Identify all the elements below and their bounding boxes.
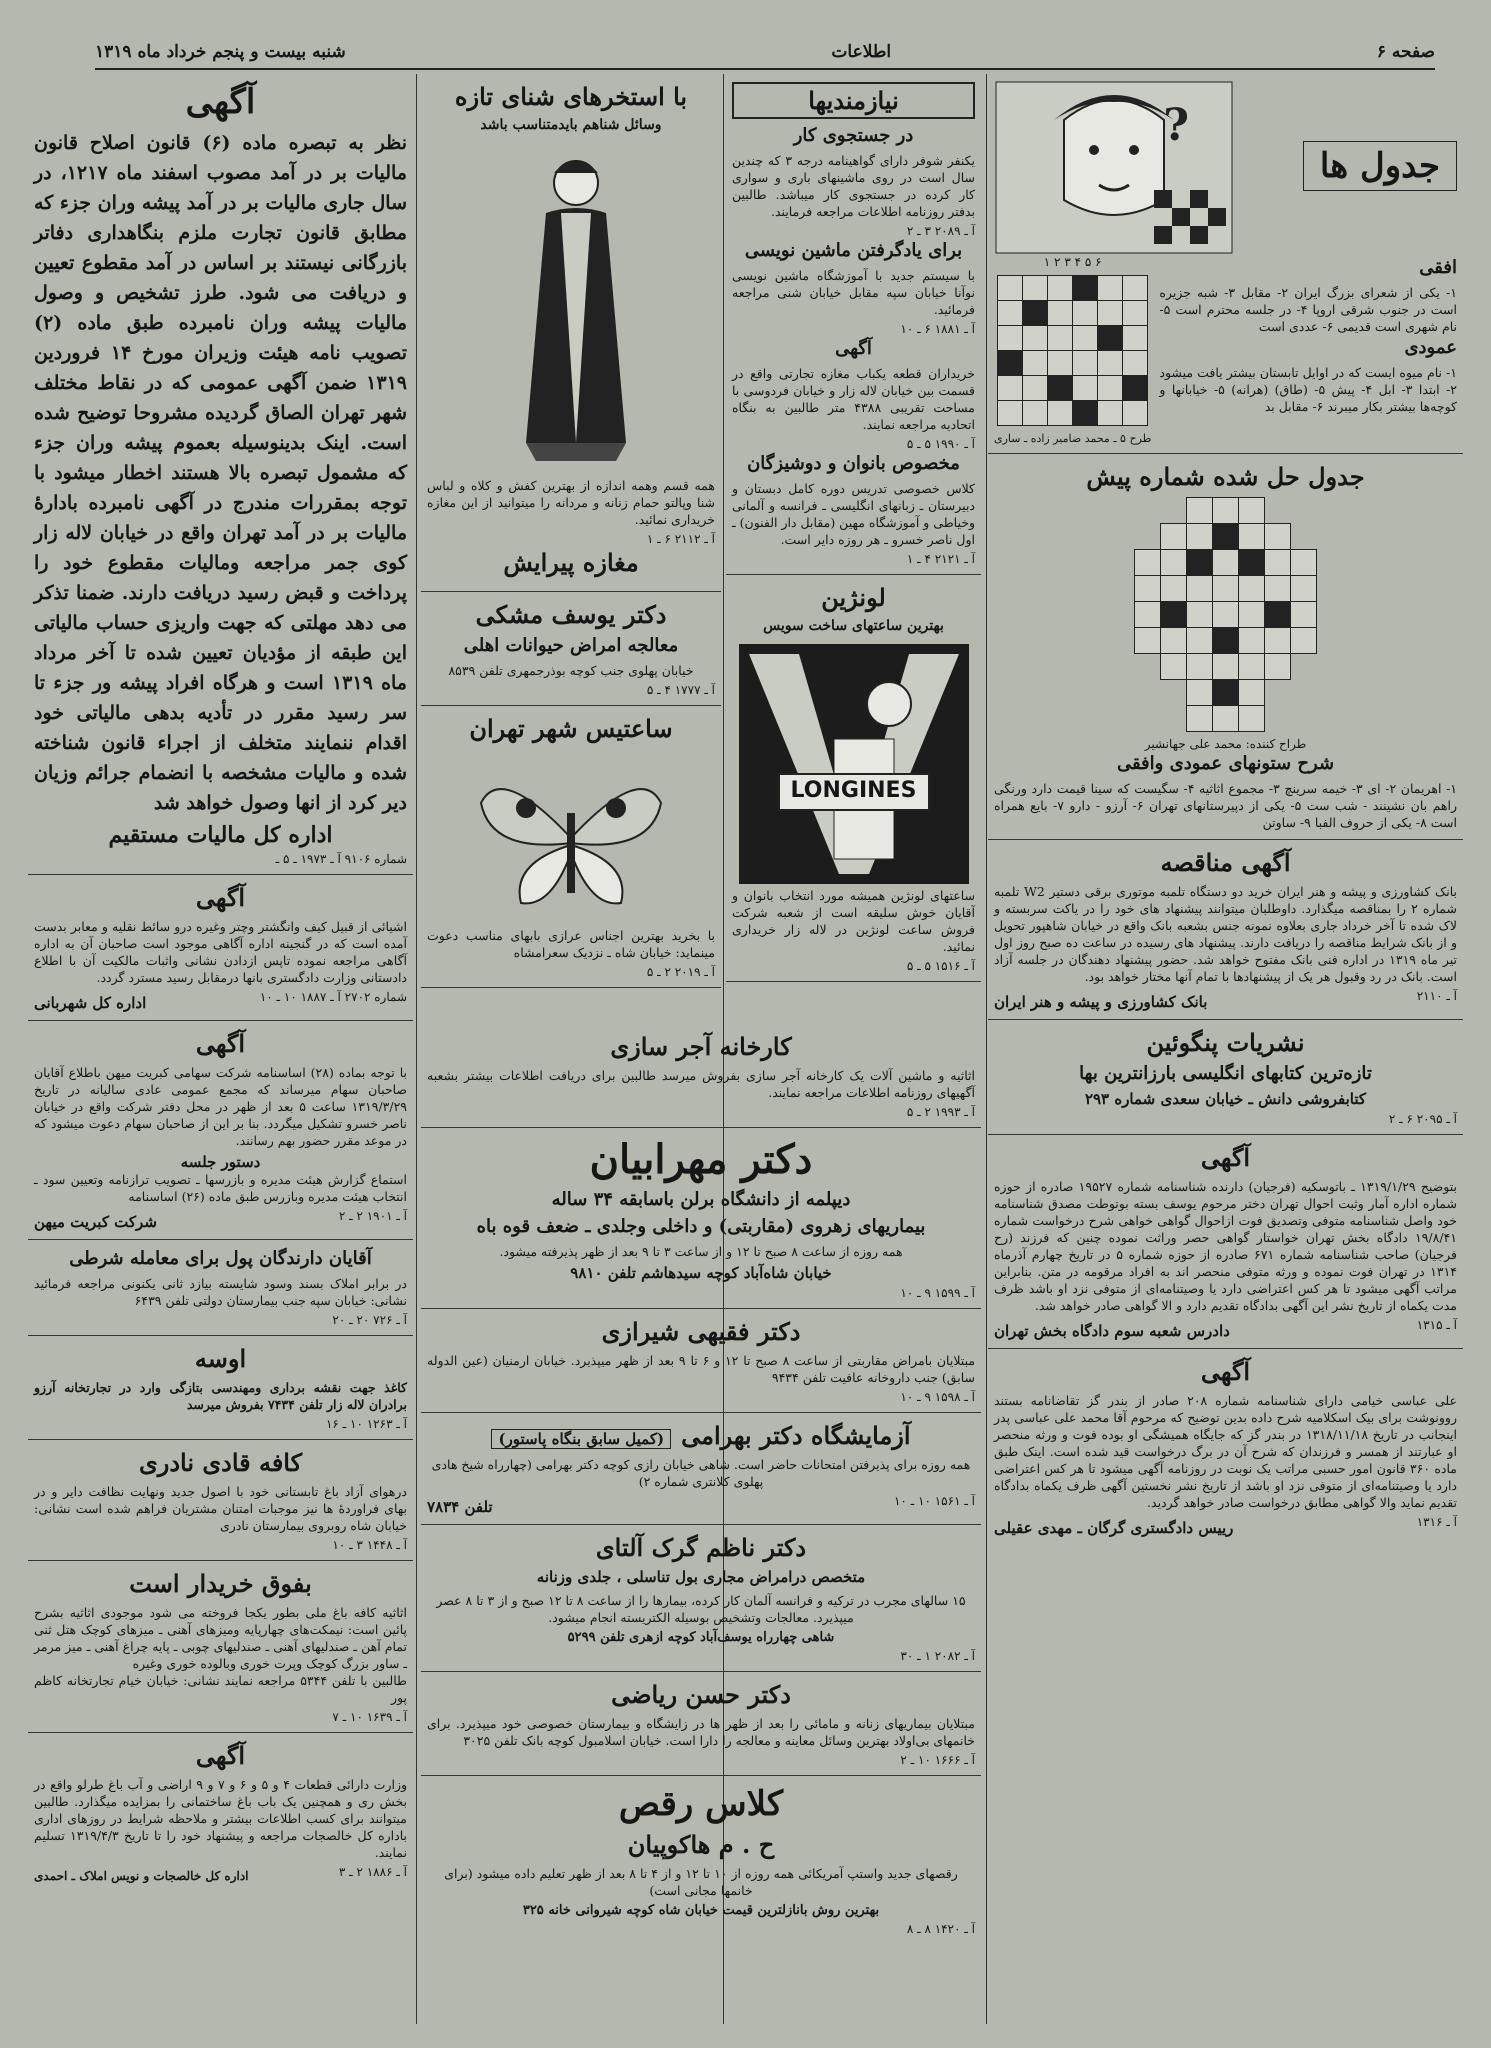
notice1-text: بتوضیح ۱۳۱۹/۱/۲۹ ـ باتوسکیه (فرجیان) دارنده شناسنامه شماره ۱۹۵۲۷ صادره از حوزه شماره اداره آمار وثبت احوال تهران دختر مرحوم یوسف بسته بوتوطت مصدق شناسنامه خود واصل شناسنامه متوفی وتصدیق فوت ازاحوال گواهی خواهی شرح درخواست شماره ۱۹/۸/۴۱ دادگاه بخش تهران خواستار گواهی حصر وراثت نموده چنین که فرزند (رح فرجیان) صاحب شناسنامه شماره ۶۷۱ صادره از حوزه شماره ۵ در تاریخ چهارم آذرماه ۱۳۱۴ در تهران فوت نموده و ورثه متوفی منحصر اند به افراد مرقومه در متن. بنابراین مراتب آگهی میشود تا هر کس اعتراضی دارد یا وصیتنامه‌ای از متوفی نزد او باشد ظرف مدت یکماه از تاریخ نشر این آگهی بدادگاه تقدیم دارد و الا گواهی صادر خواهد شد. [994,1179,1458,1313]
fashion-title: با استخرهای شنای تازه [454,82,688,111]
tender-meta: آ ـ ۲۱۱۰ [1416,989,1457,1003]
watchmaker-meta: آ ـ ۲۰۱۹ ۲ ـ ۵ [646,965,715,979]
match-sign: شرکت کبریت میهن [34,1213,157,1231]
tender-text: بانک کشاورزی و پیشه و هنر ایران خرید دو دستگاه تلمبه موتوری برقی دستیر W2 تلمبه شماره ۲ را بمناقصه میگذارد. داوطلبان میتوانند پیشنهاد های خود را در یاکت سربسته و لاک شده تا آخر خرداد جاری بعلاوه نمونه جنس بشعبه بانک واقع در خیابان شاهپور تحویل و از بانک شرایط مناقصه را دریافت دارند. پیشنهاد های رسیده در ساعت ده صبح روز اول تیر ماه ۱۳۱۹ در اداره فنی بانک مفتوح خواهد شد. حضور پیشنهاد دهندگان در جلسه آزاد است. بانک در رد وقبول هر یک از پیشنهادها با تمام آنها مختار خواهد بود. [994,884,1457,984]
books-subtitle: تازه‌ترین کتابهای انگلیسی بارزانترین بها [1079,1063,1372,1084]
crossword-grid [994,275,1151,426]
paper-name: اطلاعات [831,42,892,62]
column-middle-left [421,74,721,988]
tender-title: آگهی مناقصه [1160,848,1291,877]
riyazi-title: دکتر حسن ریاضی [611,1680,791,1709]
match-agenda-title: دستور جلسه [180,1153,261,1171]
fashion-meta: آ ـ ۲۱۱۲ ۶ ـ ۱ [646,532,715,546]
svg-text:?: ? [1163,100,1189,151]
paper-text: کاغذ جهت نقشه برداری ومهندسی بتازگی وارد در تجارتخانه آرزو برادران لاله زار تلفن ۷۴۳۴ بفروش میرسد [34,1380,407,1412]
match-meta: آ ـ ۱۹۰۱ ۲ ـ ۲ [338,1209,407,1223]
vet-ad [421,592,721,706]
column-divider [986,74,987,2024]
loan-title: آقایان دارندگان پول برای معامله شرطی [69,1248,372,1269]
crossword-section [988,74,1463,454]
furniture-sale-ad [28,1561,413,1733]
books-ad [988,1020,1463,1135]
lost-title: آگهی [195,883,246,912]
dr-riyazi-ad [421,1672,981,1776]
furniture-address: طالبین با تلفن ۵۳۴۴ مراجعه نمایند نشانی: خیابان خیام تجارتخانه کاظم پور [34,1673,407,1705]
column-right [988,74,1463,1545]
loan-meta: آ ـ ۷۲۶ ۲۰ ـ ۲۰ [332,1313,407,1327]
land-sign: اداره کل خالصجات و نویس املاک ـ احمدی [34,1869,249,1883]
loan-ad [28,1240,413,1336]
dr-ghork-ad [421,1525,981,1672]
land-text: وزارت دارائی قطعات ۴ و ۵ و ۶ و ۷ و ۹ اراضی و آب باغ طرلو واقع در بخش ری و همچنین یک باب باغ ساختمانی را بمزایده میگذارد. طالبین میتوانند برای کسب اطلاعات بیشتر و ملاحظه شرایط در روزهای اداری باداره کل خالصجات مراجعه و پیشنهاد خود را تا تاریخ ۱۳۱۹/۴/۳ تسلیم نمایند. [34,1777,408,1860]
issue-date: شنبه بیست و پنجم خرداد ماه ۱۳۱۹ [95,42,346,62]
furniture-meta: آ ـ ۱۶۳۹ ۱۰ ـ ۷ [332,1710,407,1724]
lost-items-ad [28,875,413,1021]
down-label: عمودی [1404,337,1457,358]
tax-sign: اداره کل مالیات مستقیم [108,822,333,848]
riyazi-meta: آ ـ ۱۶۶۶ ۱۰ ـ ۲ [900,1753,975,1767]
longines-watch-illustration-icon [739,644,969,884]
lab-title: آزمایشگاه دکتر بهرامی [681,1421,911,1450]
notice2-text: علی عباسی خیامی دارای شناسنامه شماره ۲۰۸ صادر از بندر گز تقاضانامه بستند روونوشت برای بیک اسکلامیه شرح داده بدین توضیح که مرحوم آقا محمد علی عباسی پدر اینجانب در تاریخ ۱۳۱۸/۱۱/۱۸ در بندر گز که جایگاه همیشگی او بوده فوت و ورثه منحصر او عبارتند از همسر و فرزندان که شرح آن در برگ درخواست قید شده است. اینک طبق ماده ۳۶۰ قانون امور حسبی مراتب یک نوبت در روزنامه آگهی میشود تا هر کس اعتراضی دارد یا وصیتنامه‌ای از متوفی نزد او باشد از تاریخ نشر نخستین آگهی ظرف یکماه بدادگاه تقدیم نماید والا گواهی مطابق درخواست صادر خواهد گردید. [994,1393,1458,1510]
needs-title: نیازمندیها [732,82,975,119]
notice1-meta: آ ـ ۱۳۱۵ [1416,1318,1457,1332]
cafe-title: کافه قادی نادری [138,1448,303,1477]
shirazi-title: دکتر فقیهی شیرازی [601,1317,801,1346]
furniture-text: اثاثیه کافه باغ ملی‌ بطور یکجا فروخته می شود موجودی اثاثیه بشرح پائین است: نیمکت‌های چهارپایه ومیزهای آهنی ـ میزهای کوچک هتل ثنی تمام آهن ـ صندلیهای آهنی ـ صندلیهای چوبی ـ پایه چراغ آهنی ـ میز مرمر ـ ساور بزرگ کوچک وپرت خوری وبالوده خوری وغیره [34,1605,407,1671]
mehrabian-specialty: بیماریهای زهروی (مقاربتی) و داخلی وجلدی ـ ضعف قوه باه [476,1216,926,1237]
need4-meta: آ ـ ۲۱۲۱ ۴ ـ ۱ [906,552,975,566]
cafe-text: درهوای آزاد باغ تابستانی خود با اصول جدید ونهایت نظافت دایر و در بهای فراوردهٔ ها نیز موجبات امتنان مشتریان فراهم شده است نشانی: خیابان شاه روبروی بیمارستان نادری [34,1484,407,1533]
grid-numbers: ۶ ۵ ۴ ۳ ۲ ۱ [1043,255,1102,269]
explain-text: ۱- اهریمان ۲- ای ۳- خیمه سرینچ ۳- مجموع اثاثیه ۴- سگیست که سینا قیمت دارد ورنگی راهم بان نشینند - شب ست ۵- یکی از دپیرستانهای تهران ۶- آرزو - دارو ۷- بایع همراه است ۸- یکی از حروف الفبا ۹- ساوتن [994,781,1458,830]
lost-text: اشیائی از قبیل کیف وانگشتر وچتر وغیره درو سائط نقلیه و معابر بدست آمده است که در گنجینه اداره آگاهی موجود است صاحبان آن به اداره آگاهی مراجعه نموده تاپس ازدادن نشانی واثبات مالکیت آن با اطلاع دادستانی وزارت دادگستری بانها درمقابل رسید مسترد گردد. [34,919,407,985]
dance-text: رقصهای جدید واستپ آمریکائی همه روزه از ۱۰ تا ۱۲ و از ۴ تا ۸ بعد از ظهر تعلیم داده میشود (برای خانمها مجانی است) [444,1866,958,1898]
woman-in-coat-illustration-icon [486,143,656,473]
match-agenda: استماع گزارش هیئت مدیره و بازرسها ـ تصویب ترازنامه وتعیین سود ـ انتخاب هیئت مدیره وبازرس طبق ماده (۲۶) اساسنامه [34,1172,407,1204]
vet-meta: آ ـ ۱۷۷۷ ۴ ـ ۵ [646,683,715,697]
ghork-address: شاهی چهارراه یوسف‌آباد کوچه ازهری تلفن ۵۲۹۹ [567,1630,835,1645]
longines-ad [726,575,981,982]
dance-meta: آ ـ ۱۴۲۰ ۸ ـ ۸ [906,1922,975,1936]
column-left [28,74,413,1891]
ghork-meta: آ ـ ۲۰۸۲ ۱ ـ ۳۰ [900,1649,975,1663]
fashion-ad [421,74,721,592]
brick-text: اثاثیه و ماشین آلات یک کارخانه آجر سازی بفروش میرسد طالبین برای دریافت اطلاعات بیشتر بشعبه آگهیهای روزنامه اطلاعات مراجعه نمایند. [427,1068,975,1100]
tax-meta: شماره ۹۱۰۶ آ ـ ۱۹۷۳ ـ ۵ ـ [275,852,407,866]
need1-meta: آ ـ ۲۰۸۹ ۳ ـ ۲ [906,224,975,238]
vet-title: دکتر یوسف مشکی [475,600,667,629]
books-address: کتابفروشی دانش ـ خیابان سعدی شماره ۲۹۳ [1084,1090,1367,1108]
riyazi-text: مبتلایان بیماریهای زنانه و مامائی را بعد از ظهر ها در زایشگاه و بیمارستان خصوصی خود میپذیرد. برای خانمهای بی‌اولاد بهترین وسائل معاینه و معالجه را دارا است. خیابان اسلامبول کوچه بانک تلفن ۳۰۲۵ [427,1716,975,1748]
books-meta: آ ـ ۲۰۹۵ ۶ ـ ۲ [1388,1112,1457,1126]
solved-designer: طراح کننده: محمد علی جهانشیر [1144,737,1307,751]
tender-sign: بانک کشاورزی و پیشه و هنر ایران [994,993,1208,1011]
need1-text: یکنفر شوفر دارای گواهینامه درجه ۳ که چندین سال است در روی ماشینهای باری و سواری کار کرده در جستجوی کار میباشد. طالبین بدفتر روزنامه اطلاعات مراجعه فرمایند. [732,153,975,219]
watchmaker-ad [421,706,721,988]
notice2-title: آگهی [1200,1357,1251,1386]
need1-title: در جستجوی کار [793,125,914,146]
dance-title: کلاس رقص [618,1784,784,1824]
watchmaker-title: ساعتیس شهر تهران [469,714,673,743]
dance-name: ح . م هاکوپیان [627,1830,775,1859]
cafe-meta: آ ـ ۱۴۴۸ ۳ ـ ۱۰ [332,1538,407,1552]
solved-puzzle-section [988,454,1463,840]
notice1-sign: دادرس شعبه سوم دادگاه بخش تهران [994,1322,1230,1340]
lab-phone: تلفن ۷۸۳۴ [427,1498,493,1516]
need3-title: آگهی [835,338,872,359]
column-middle-right [726,74,981,982]
shirazi-text: مبتلایان بامراض مقاربتی از ساعت ۸ صبح تا ۱۲ و ۶ تا ۹ بعد از ظهر میپذیرد. خیابان ارمنیان (عین الدوله سابق) جنب داروخانه عافیت تلفن ۹۴۳۴ [427,1353,976,1385]
column-divider [416,74,417,2024]
books-title: نشریات پنگوئین [1146,1028,1305,1057]
longines-text: ساعتهای لونژین همیشه مورد انتخاب بانوان و آقایان خوش سلیقه است از شعبه شرکت فروش ساعت لونژین در لاله زار خریداری نمائید. [732,888,975,954]
page-label: صفحه ۶ [1376,42,1435,62]
longines-meta: آ ـ ۱۵۱۶ ۵ ـ ۵ [906,959,975,973]
need3-text: خریداران قطعه یکباب مغازه تجارتی واقع در قسمت بین خیابان لاله زار و خیابان فردوسی با مساحت تقریبی ۴۳۸۸ متر طالبین به بنگاه اتحادیه مراجعه نمایند. [732,366,975,432]
fashion-shop: مغازه پیرایش [503,548,639,577]
page-header [95,36,1435,70]
match-title: آگهی [195,1029,246,1058]
solved-cross-grid [994,497,1457,731]
tax-notice-ad [28,74,413,875]
notice2-meta: آ ـ ۱۳۱۶ [1416,1515,1457,1529]
brick-title: کارخانه آجر سازی [610,1032,792,1061]
need4-text: کلاس خصوصی تدریس دوره کامل دبستان و دبیرستان ـ زبانهای انگلیسی ـ فرانسه و آلمانی وخیاطی و آموزشگاه مهین (مقابل دار الفنون) ـ اول ناصر خسرو ـ هر روزه دایر است. [732,481,975,547]
need2-title: برای یادگرفتن ماشین نویسی [744,240,963,261]
notice1-title: آگهی [1200,1143,1251,1172]
across-label: افقی [1419,257,1457,278]
ghork-text: ۱۵ سالهای مجرب در ترکیه و فرانسه آلمان کار کرده، بیمارها را از ساعت ۸ تا ۱۲ صبح و از ۳ تا ۸ عصر میپذیرد. معالجات وتشخیص بوسیله الکتریسته انجام میشود. [436,1593,966,1625]
lab-ad [421,1413,981,1525]
notice-ad-1 [988,1135,1463,1349]
need3-meta: آ ـ ۱۹۹۰ ۵ ـ ۵ [906,437,975,451]
paper-title: اوسه [194,1344,247,1373]
solved-title: جدول حل شده شماره پیش [1086,462,1365,491]
cafe-ad [28,1440,413,1561]
paper-ad [28,1336,413,1440]
ghork-title: دکتر ناظم گرک آلتای [595,1533,807,1562]
lab-subtitle: (کمیل سابق بنگاه پاستور) [491,1429,671,1449]
lab-text: همه روزه برای پذیرفتن امتحانات حاضر است. شاهی خیابان رازی کوچه دکتر بهرامی (چهارراه شیخ هادی پهلوی کلانتری شماره ۲) [431,1457,971,1489]
mehrabian-title: دکتر مهرابیان [589,1136,813,1183]
loan-text: در برابر املاک بسند وسود شایسته بیازد ثانی یکنونی مراجعه فرمائید نشانی: خیابان سپه جنب بیمارستان دولتی تلفن ۶۴۳۹ [34,1276,407,1308]
down-clues: ۱- نام میوه ایست که در اوایل تابستان بیشتر یافت میشود ۲- ابتدا ۳- ابل ۴- پیش ۵- (طاق) (هرانه) ۵- خیابانها و کوچه‌ها بیشتر بکار میبرند ۶- مقابل بد [1159,365,1458,414]
land-auction-ad [28,1733,413,1891]
match-company-ad [28,1021,413,1240]
mehrabian-address: خیابان شاه‌آباد کوچه سیدهاشم تلفن ۹۸۱۰ [570,1264,832,1282]
needs-section [726,74,981,575]
need2-meta: آ ـ ۱۸۸۱ ۶ ـ ۱۰ [900,322,975,336]
brick-meta: آ ـ ۱۹۹۳ ۲ ـ ۵ [906,1105,975,1119]
woman-face-illustration-icon [994,80,1234,255]
puzzle-designer: طرح ۵ ـ محمد ضامیر زاده ـ ساری [994,432,1152,445]
mehrabian-subtitle: دیپلمه از دانشگاه برلن باسابقه ۳۴ ساله [551,1189,851,1210]
dance-class-ad [421,1776,981,1944]
dr-shirazi-ad [421,1309,981,1413]
furniture-title: بفوق خریدار است [129,1569,312,1598]
tax-title: آگهی [185,82,256,122]
middle-lower-section [421,1024,981,1944]
need2-text: با سیستم جدید با آموزشگاه ماشین نویسی نوآنا خیابان سپه مقابل خیابان شنی مراجعه فرمائید. [732,268,975,317]
tender-ad [988,840,1463,1020]
across-clues: ۱- یکی از شعرای بزرگ ایران ۲- مقابل ۳- شبه جزیره است در جنوب شرقی اروپا ۴- در جلسه محترم است ۵- نام شهری است قدیمی ۶- عددی است [1159,285,1458,334]
mehrabian-text: همه روزه از ساعت ۸ صبح تا ۱۲ و از ساعت ۳ تا ۹ بعد از ظهر پذیرفته میشود. [499,1244,903,1259]
lost-sign: اداره کل شهربانی [34,994,147,1012]
brick-factory-ad [421,1024,981,1128]
need4-title: مخصوص بانوان و دوشیزگان [747,453,960,474]
notice-ad-2 [988,1349,1463,1545]
vet-subtitle: معالجه امراض حیوانات اهلی [463,635,679,656]
longines-subtitle: بهترین ساعتهای ساخت سویس [763,618,944,634]
dr-mehrabian-ad [421,1128,981,1309]
longines-brand: LONGINES [790,778,917,803]
dance-address: بهترین روش بانازلترین قیمت خیابان شاه کوچه شیروانی خانه ۳۲۵ [522,1903,880,1918]
paper-meta: آ ـ ۱۲۶۳ ۱۰ ـ ۱۶ [325,1417,407,1431]
explain-title: شرح ستونهای عمودی وافقی [1116,753,1335,774]
vet-text: خیابان پهلوی جنب کوچه بوذرجمهری تلفن ۸۵۳۹ [448,663,694,678]
land-title: آگهی [195,1741,246,1770]
ghork-subtitle: متخصص درامراض مجاری بول تناسلی ، جلدی وزنانه [536,1568,866,1586]
fashion-text: همه قسم وهمه اندازه از بهترین کفش و کلاه و لباس شنا وپالتو حمام زنانه و مردانه را میتوانید از این مغازه خریداری نمائید. [427,478,715,527]
lab-meta: آ ـ ۱۵۶۱ ۱۰ ـ ۱۰ [893,1494,975,1508]
notice2-sign: رییس دادگستری گرگان ـ مهدی عقیلی [994,1519,1234,1537]
land-meta: آ ـ ۱۸۸۶ ۲ ـ ۳ [338,1865,407,1879]
tax-text: نظر به تبصره ماده (۶) قانون اصلاح قانون مالیات بر در آمد مصوب اسفند ماه ۱۲۱۷، در سال جاری مالیات بر در آمد پیشه وران جزء که مطابق قانون تجارت ملزم بنگاهداری دفاتر بازرگانی نیستند بر اساس در آمد مقطوع تعیین و دریافت می شود. طرز تشخیص و وصول مالیات پیشه وران نامبرده طبق ماده (۲) تصویب نامه هیئت وزیران مورخ ۱۴ فروردین ۱۳۱۹ ضمن آگهی عمومی که در نقاط مختلف شهر تهران الصاق گردیده مشروحا توضیح شده است. اینک بدینوسیله بعموم پیشه وران جزء که مشمول تبصره بالا هستند اخطار میشود با توجه بمقررات مندرج در آگهی نامبرده بادارهٔ مالیات بر در آمد تهران واقع در خیابان لاله زار کوی جمر مراجعه ومالیات مقطوع خود را پرداخت و قبض رسید دریافت دارند. ضمنا تذکر می دهد مهلتی که جهت واریزی حساب مالیاتی این طبقه از مؤدیان تعیین شده تا آخر مرداد ماه ۱۳۱۹ است و هرگاه افراد پیشه ور جزء تا سر رسید مقرر در تأدیه بدهی مالیاتی خود اقدام ننمایند متخلف از اجراء قانون شناخته شده و مالیات مشخصه با انضمام جرائم وزیان دیر کرد از انها وصول خواهد شد [34,132,407,814]
butterfly-illustration-icon [471,753,671,923]
shirazi-meta: آ ـ ۱۵۹۸ ۹ ـ ۱۰ [900,1390,975,1404]
watchmaker-text: با بخرید بهترین اجناس عرازی بابهای مناسب دعوت مینماید: خیابان شاه ـ نزدیک سعرامشاه [427,928,715,960]
match-text: با توجه بماده (۲۸) اساسنامه شرکت سهامی کبریت میهن باطلاع آقایان صاحبان سهام میرساند که مجمع عمومی عادی سالیانه در تاریخ ۱۳۱۹/۳/۲۹ ساعت ۵ بعد از ظهر در محل دفتر شرکت واقع در خیابان ناصر خسرو تشکیل میگردد. بنا بر این از صاحبان سهام دعوت میشود که در موعد مقرر حضور بهم رسانند. [34,1065,408,1148]
mehrabian-meta: آ ـ ۱۵۹۹ ۹ ـ ۱۰ [900,1286,975,1300]
fashion-subtitle: وسائل شناهم بایدمتناسب باشد [480,117,662,133]
crossword-title: جدول ها [1303,141,1457,191]
lost-meta: شماره ۲۷۰۲ آ ـ ۱۸۸۷ ۱۰ ـ ۱۰ [259,990,407,1004]
longines-title: لونژین [821,583,886,612]
